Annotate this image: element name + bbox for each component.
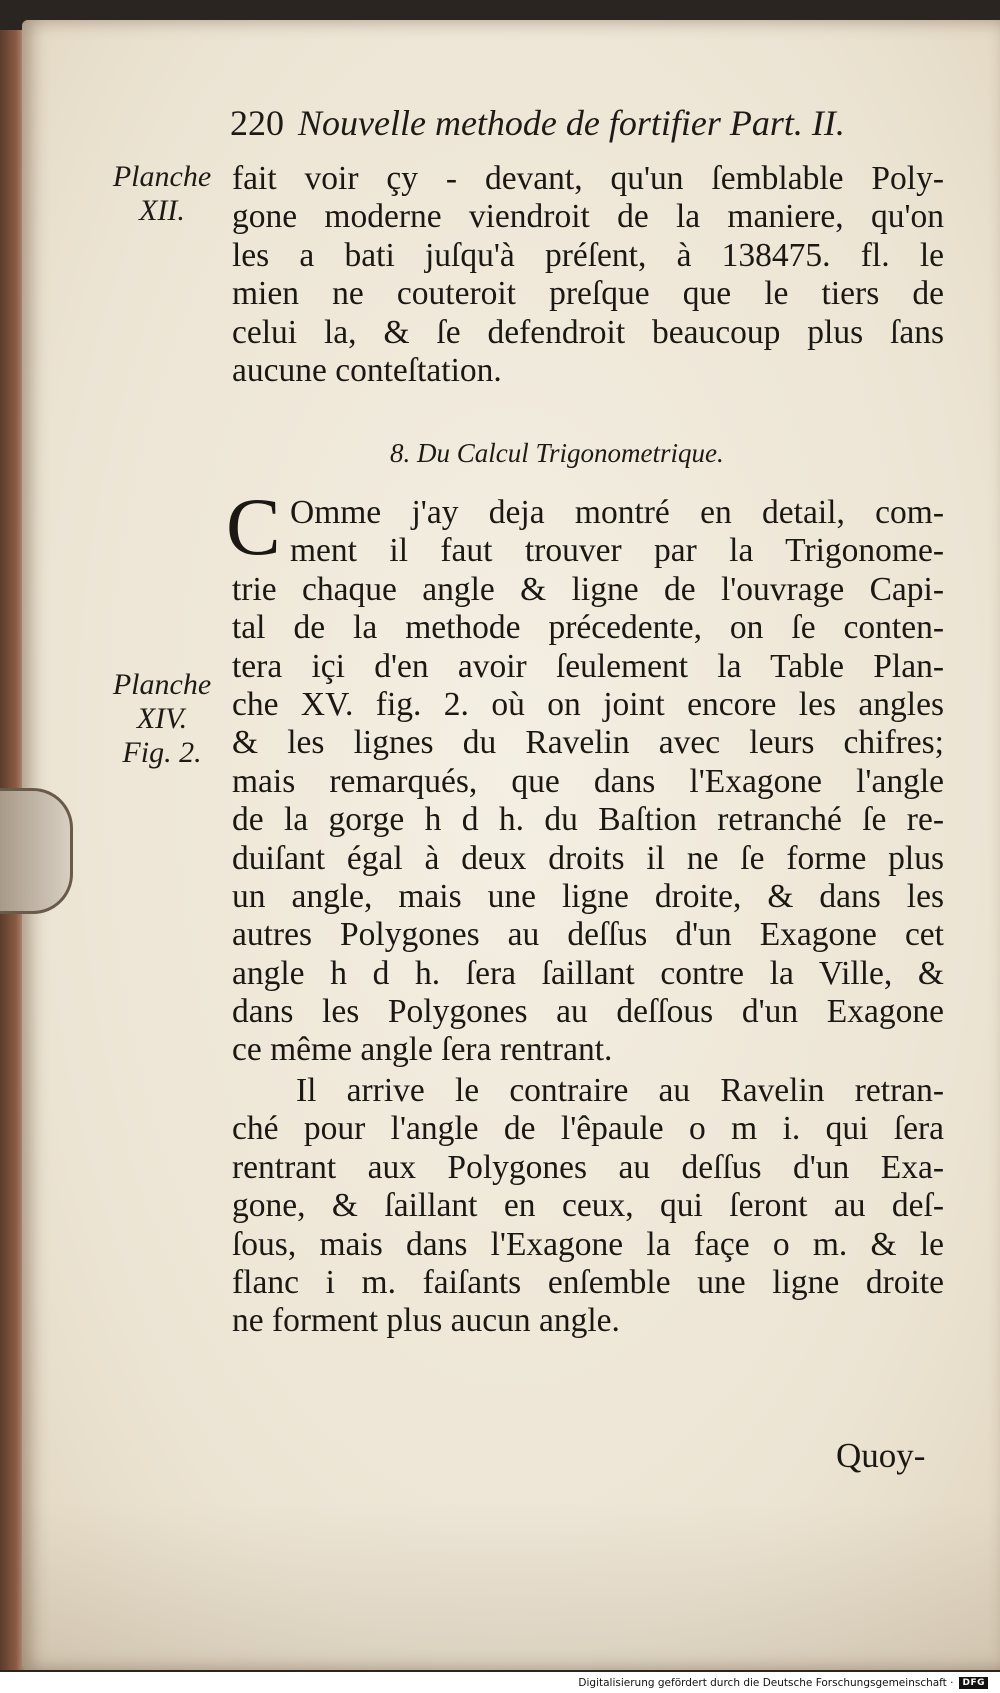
text-line: trie chaque angle & ligne de l'ouvrage Capi- <box>232 570 944 608</box>
page-number: 220 <box>230 103 284 143</box>
paragraph-1 <box>232 160 944 390</box>
digitization-credit <box>578 1674 988 1692</box>
text-line: ne forment plus aucun angle. <box>232 1302 620 1340</box>
text-line: ſous, mais dans l'Exagone la façe o m. & le <box>232 1225 944 1263</box>
margin-note-line: Planche <box>112 668 212 701</box>
text-line: flanc i m. faiſants enſemble une ligne droite <box>232 1263 944 1301</box>
section-heading: 8. Du Calcul Trigonometrique. <box>390 438 724 468</box>
text-line: ce même angle ſera rentrant. <box>232 1031 613 1069</box>
text-line: ché pour l'angle de l'êpaule o m i. qui ſera <box>232 1110 944 1148</box>
margin-note-line: Fig. 2. <box>122 736 202 769</box>
text-line: mien ne couteroit preſque que le tiers de <box>232 275 944 313</box>
dfg-logo-icon: DFG <box>959 1677 988 1689</box>
text-line: aucune conteſtation. <box>232 351 502 389</box>
text-line: gone moderne viendroit de la maniere, qu'on <box>232 198 944 236</box>
text-line: tal de la methode précedente, on ſe conten- <box>232 609 944 647</box>
margin-note-line: Planche <box>112 160 212 193</box>
paragraph-2 <box>232 494 944 1070</box>
text-line: che XV. fig. 2. où on joint encore les angles <box>232 685 944 723</box>
text-line: Il arrive le contraire au Ravelin retran- <box>296 1072 944 1109</box>
book-clasp <box>0 788 73 914</box>
text-line: gone, & ſaillant en ceux, qui ſeront au deſ- <box>232 1187 944 1225</box>
margin-note-planche-xiv <box>112 668 212 770</box>
credit-text: Digitalisierung gefördert durch die Deutsche Forschungsgemeinschaft · <box>578 1677 954 1689</box>
paragraph-3 <box>232 1072 944 1341</box>
running-head <box>230 102 910 154</box>
text-line: un angle, mais une ligne droite, & dans les <box>232 877 944 915</box>
text-line: mais remarqués, que dans l'Exagone l'angle <box>232 762 944 800</box>
text-line: & les lignes du Ravelin avec leurs chifres; <box>232 724 944 762</box>
text-line: tera içi d'en avoir ſeulement la Table Plan- <box>232 647 944 685</box>
text-line: duiſant égal à deux droits il ne ſe forme plus <box>232 839 944 877</box>
text-line: les a bati juſqu'à préſent, à 138475. fl. le <box>232 236 944 274</box>
text-line: Omme j'ay deja montré en detail, com- <box>290 494 944 531</box>
margin-note-planche-xii <box>112 160 212 228</box>
catchword: Quoy- <box>836 1436 926 1475</box>
text-line: angle h d h. ſera ſaillant contre la Ville, & <box>232 954 944 992</box>
text-line: de la gorge h d h. du Baſtion retranché ſe re- <box>232 801 944 839</box>
text-line: celui la, & ſe defendroit beaucoup plus ſans <box>232 313 944 351</box>
text-line: dans les Polygones au deſſous d'un Exagone <box>232 993 944 1031</box>
running-head-title: Nouvelle methode de fortifier Part. II. <box>298 103 845 143</box>
text-line: ment il faut trouver par la Trigonome- <box>290 532 944 570</box>
text-line: autres Polygones au deſſus d'un Exagone cet <box>232 916 944 954</box>
text-line: fait voir çy - devant, qu'un ſemblable Poly- <box>232 160 944 197</box>
margin-note-line: XII. <box>139 194 185 227</box>
drop-cap: C <box>226 481 281 572</box>
margin-note-line: XIV. <box>136 702 188 735</box>
text-line: rentrant aux Polygones au deſſus d'un Exa- <box>232 1148 944 1186</box>
page-bottom-shade <box>22 1500 1000 1670</box>
